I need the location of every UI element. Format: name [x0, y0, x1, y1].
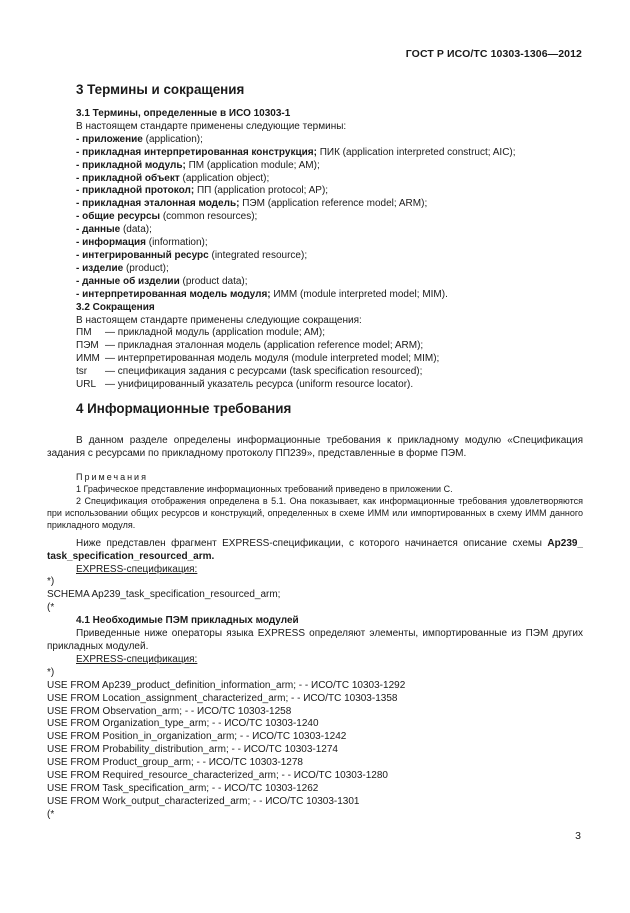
express-label: EXPRESS-спецификация:: [76, 563, 198, 575]
abbr-key: ПЭМ: [76, 340, 99, 352]
abbr-intro: В настоящем стандарте применены следующие сокращения:: [76, 314, 362, 326]
schema-name: Ap239_ task_specification_resourced_arm.: [47, 537, 583, 562]
term-name: - общие ресурсы: [76, 211, 161, 223]
term-item: [76, 224, 583, 237]
term-item: [76, 134, 583, 147]
term-item: [76, 198, 583, 211]
abbr-item: [76, 379, 583, 392]
abbr-desc: — унифицированный указатель ресурса (uniform resource locator).: [105, 379, 414, 391]
express-code-1: [47, 576, 583, 615]
section-4-title: 4 Информационные требования: [76, 400, 292, 416]
term-item: [76, 276, 583, 289]
code-line: USE FROM Work_output_characterized_arm; - - ИСО/ТС 10303-1301: [47, 795, 360, 807]
term-item: [76, 211, 583, 224]
code-line: USE FROM Probability_distribution_arm; - - ИСО/ТС 10303-1274: [47, 744, 338, 756]
code-line: (*: [47, 808, 55, 820]
term-name: - приложение: [76, 133, 143, 145]
term-item: [76, 289, 583, 302]
page-number: 3: [575, 830, 581, 842]
abbr-key: tsr: [76, 366, 88, 378]
term-item: [76, 173, 583, 186]
note-2: 2 Спецификация отображения определена в 5.1. Она показывает, как информационные требования удовлетворяются при использовании общих ресурсов и конструкций, определенных в схеме ИММ или импортированных в схему ИММ данного прикладного модуля.: [47, 495, 583, 530]
code-line: *): [47, 666, 55, 678]
abbr-key: ИММ: [76, 353, 100, 365]
code-line: USE FROM Task_specification_arm; - - ИСО/ТС 10303-1262: [47, 782, 319, 794]
term-name: - прикладной протокол;: [76, 185, 195, 197]
term-name: - данные: [76, 224, 121, 236]
note-1: 1 Графическое представление информационных требований приведено в приложении С.: [76, 483, 453, 494]
term-detail: (common resources);: [160, 211, 258, 223]
notes-block: [47, 471, 583, 531]
section-4-intro: В данном разделе определены информационные требования к прикладному модулю «Спецификация задания с ресурсами по прикладному протоколу ПП239», представленные в форме ПЭМ.: [47, 434, 583, 459]
code-line: USE FROM Product_group_arm; - - ИСО/ТС 10303-1278: [47, 757, 303, 769]
term-name: - изделие: [76, 262, 124, 274]
subsection-4-1-text: Приведенные ниже операторы языка EXPRESS определяют элементы, импортированные из ПЭМ других прикладных модулей.: [47, 628, 583, 652]
abbr-desc: — прикладная эталонная модель (application reference model; ARM);: [105, 340, 424, 352]
subsection-4-1-title: 4.1 Необходимые ПЭМ прикладных модулей: [76, 615, 299, 627]
term-item: [76, 160, 583, 173]
term-name: - интерпретированная модель модуля;: [76, 288, 271, 300]
term-detail: ИММ (module interpreted model; MIM).: [270, 288, 448, 300]
abbr-item: [76, 327, 583, 340]
term-item: [76, 185, 583, 198]
abbr-list: [47, 327, 583, 392]
terms-intro: В настоящем стандарте применены следующие термины:: [76, 120, 347, 132]
express-label-2: EXPRESS-спецификация:: [76, 653, 198, 665]
term-name: - прикладная эталонная модель;: [76, 198, 240, 210]
express-intro-text: Ниже представлен фрагмент EXPRESS-спецификации, с которого начинается описание схемы: [76, 537, 548, 549]
term-detail: (product data);: [179, 275, 248, 287]
code-line: USE FROM Position_in_organization_arm; - - ИСО/ТС 10303-1242: [47, 731, 347, 743]
abbr-item: [76, 366, 583, 379]
code-line: (*: [47, 602, 55, 614]
subsection-3-1-title: 3.1 Термины, определенные в ИСО 10303-1: [76, 108, 291, 119]
term-detail: ПМ (application module; AM);: [185, 159, 320, 171]
abbr-item: [76, 340, 583, 353]
term-item: [76, 147, 583, 160]
term-name: - информация: [76, 237, 146, 249]
term-detail: (application);: [142, 133, 203, 145]
code-line: USE FROM Ap239_product_definition_information_arm; - - ИСО/ТС 10303-1292: [47, 679, 406, 691]
code-line: USE FROM Required_resource_characterized_arm; - - ИСО/ТС 10303-1280: [47, 770, 388, 782]
term-detail: ПП (application protocol; AP);: [194, 185, 329, 197]
subsection-3-2-title: 3.2 Сокращения: [76, 301, 155, 313]
abbr-item: [76, 353, 583, 366]
term-item: [76, 263, 583, 276]
term-item: [76, 250, 583, 263]
term-name: - интегрированный ресурс: [76, 249, 209, 261]
express-intro: [47, 538, 583, 564]
terms-list: [47, 134, 583, 302]
term-detail: (information);: [145, 237, 208, 249]
term-detail: (data);: [120, 224, 152, 236]
term-name: - прикладной модуль;: [76, 159, 186, 171]
term-name: - данные об изделии: [76, 275, 180, 287]
section-3-title: 3 Термины и сокращения: [76, 82, 245, 97]
notes-title: Примечания: [76, 471, 148, 482]
term-name: - прикладной объект: [76, 172, 180, 184]
express-code-2: [47, 667, 583, 822]
term-item: [76, 237, 583, 250]
page-content: [47, 82, 583, 822]
term-detail: (product);: [123, 262, 169, 274]
code-line: USE FROM Organization_type_arm; - - ИСО/ТС 10303-1240: [47, 718, 319, 730]
running-header: ГОСТ Р ИСО/ТС 10303-1306—2012: [405, 48, 582, 60]
term-detail: ПЭМ (application reference model; ARM);: [239, 198, 428, 210]
abbr-desc: — спецификация задания с ресурсами (task specification resourced);: [105, 366, 423, 378]
term-detail: (integrated resource);: [208, 249, 308, 261]
abbr-desc: — интерпретированная модель модуля (module interpreted model; MIM);: [105, 353, 440, 365]
code-line: *): [47, 576, 55, 588]
abbr-key: ПМ: [76, 327, 92, 339]
term-detail: (application object);: [179, 172, 270, 184]
term-name: - прикладная интерпретированная конструкция;: [76, 146, 317, 158]
code-line: SCHEMA Ap239_task_specification_resourced_arm;: [47, 589, 281, 601]
abbr-desc: — прикладной модуль (application module; AM);: [105, 327, 325, 339]
code-line: USE FROM Location_assignment_characterized_arm; - - ИСО/ТС 10303-1358: [47, 692, 398, 704]
abbr-key: URL: [76, 379, 97, 391]
term-detail: ПИК (application interpreted construct; AIC);: [316, 146, 516, 158]
code-line: USE FROM Observation_arm; - - ИСО/ТС 10303-1258: [47, 705, 292, 717]
